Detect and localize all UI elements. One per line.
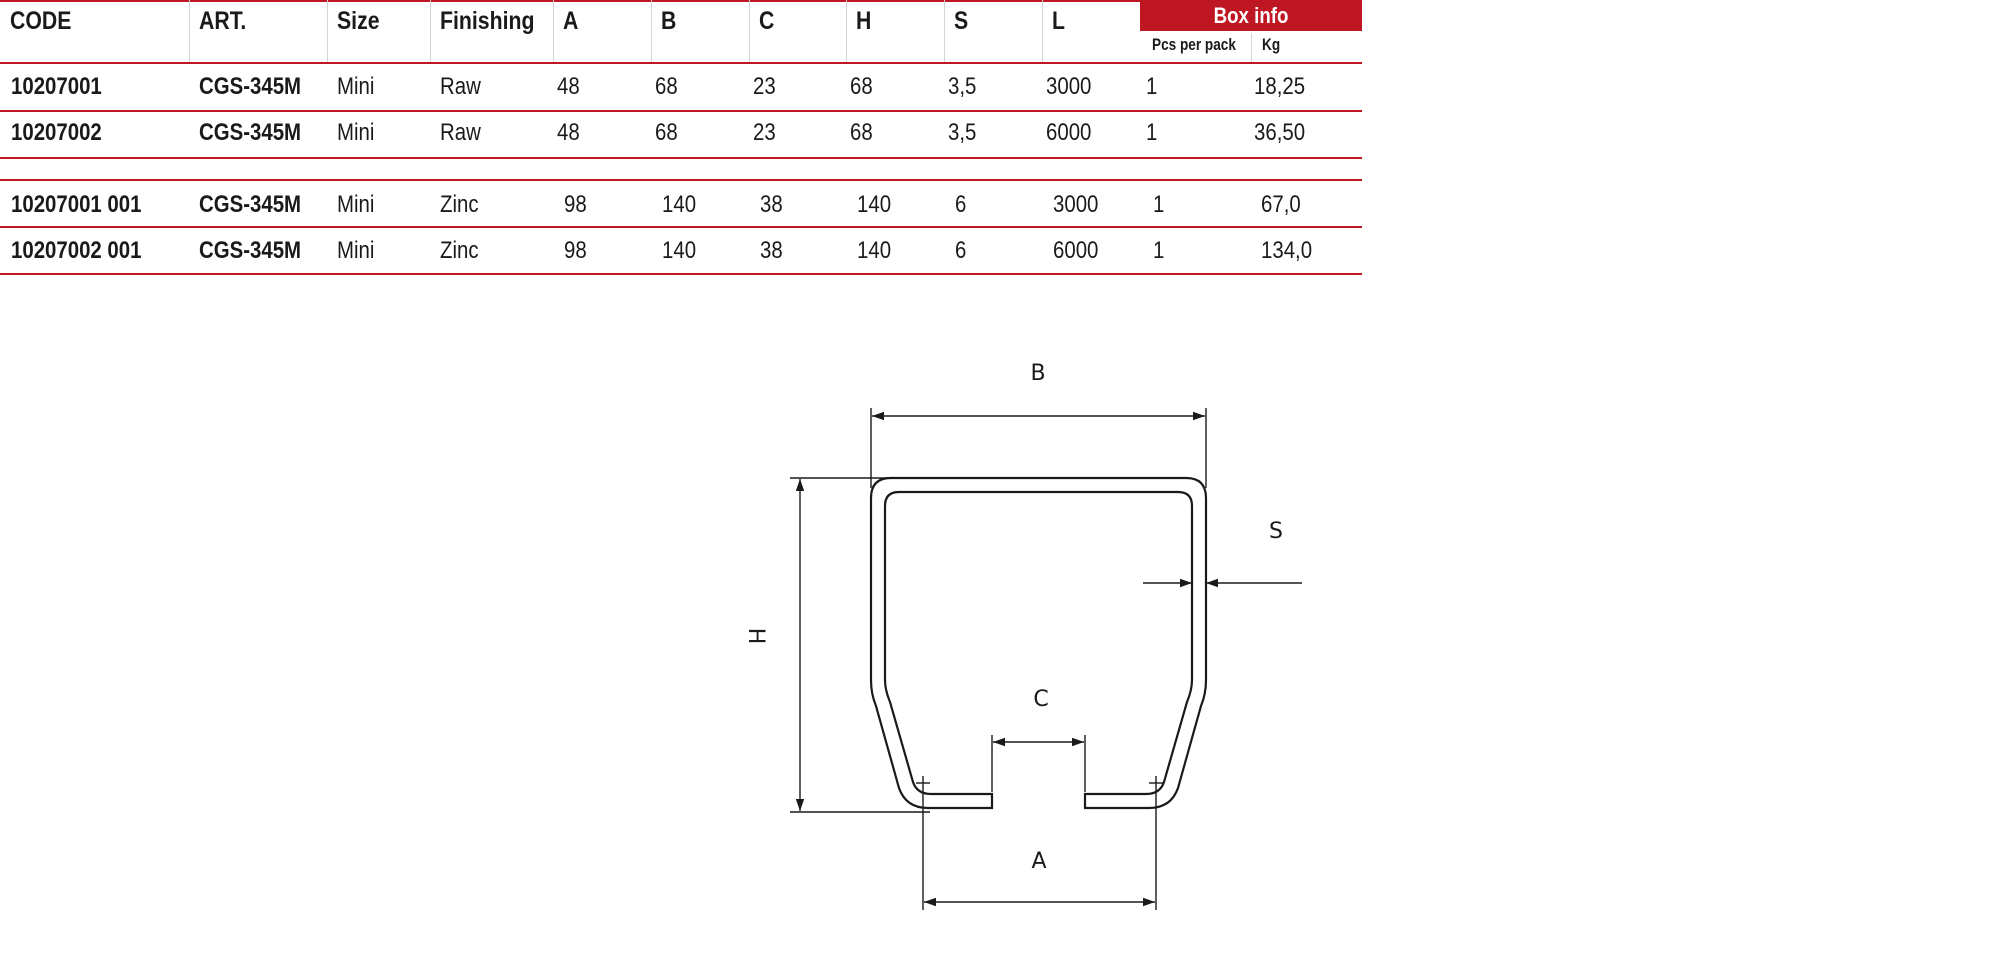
cell-size: Mini: [337, 73, 375, 100]
cell-pcs-per-pack: 1: [1153, 237, 1165, 264]
cell-s: 3,5: [948, 119, 977, 146]
cell-h: 140: [857, 191, 892, 218]
dimension-label-a: A: [1031, 849, 1047, 874]
dimension-h: [790, 478, 930, 812]
col-header-s-label: S: [954, 7, 969, 35]
cell-a: 48: [557, 73, 580, 100]
cell-finishing: Zinc: [440, 237, 479, 264]
cell-pcs-per-pack: 1: [1146, 119, 1158, 146]
cell-h: 140: [857, 237, 892, 264]
cell-h: 68: [850, 119, 873, 146]
col-header-pcs-per-pack: Pcs per pack: [1152, 35, 1236, 54]
cell-code: 10207001: [11, 73, 102, 100]
cell-code: 10207002 001: [11, 237, 142, 264]
cell-finishing: Zinc: [440, 191, 479, 218]
col-header-b-label: B: [661, 7, 677, 35]
col-header-kg: Kg: [1262, 35, 1281, 54]
cell-a: 98: [564, 237, 587, 264]
dimension-c: [992, 735, 1085, 792]
cell-s: 6: [955, 191, 967, 218]
cell-a: 48: [557, 119, 580, 146]
col-header-h-label: H: [856, 7, 872, 35]
cell-l: 3000: [1053, 191, 1099, 218]
cell-c: 38: [760, 191, 783, 218]
cell-l: 3000: [1046, 73, 1092, 100]
dimension-b: [871, 408, 1206, 488]
cell-kg: 67,0: [1261, 191, 1301, 218]
cell-art: CGS-345M: [199, 119, 302, 146]
dimension-label-s: S: [1269, 519, 1283, 544]
cell-l: 6000: [1053, 237, 1099, 264]
cell-size: Mini: [337, 119, 375, 146]
dimension-label-c: C: [1033, 687, 1049, 712]
cell-size: Mini: [337, 237, 375, 264]
dimension-a: [916, 776, 1163, 910]
cell-b: 140: [662, 191, 697, 218]
col-header-finishing-label: Finishing: [440, 7, 535, 35]
cell-art: CGS-345M: [199, 237, 302, 264]
box-info-title: Box info: [1213, 3, 1289, 28]
cell-finishing: Raw: [440, 119, 481, 146]
cell-finishing: Raw: [440, 73, 481, 100]
profile-body: [871, 478, 1206, 808]
cell-b: 68: [655, 73, 678, 100]
cell-b: 140: [662, 237, 697, 264]
cell-size: Mini: [337, 191, 375, 218]
cell-code: 10207001 001: [11, 191, 142, 218]
cell-l: 6000: [1046, 119, 1092, 146]
cell-s: 3,5: [948, 73, 977, 100]
cell-c: 38: [760, 237, 783, 264]
cell-kg: 134,0: [1261, 237, 1313, 264]
col-header-l-label: L: [1052, 7, 1065, 35]
col-header-a-label: A: [563, 7, 579, 35]
col-header-code-label: CODE: [10, 7, 72, 35]
col-header-size-label: Size: [337, 7, 380, 35]
cell-kg: 18,25: [1254, 73, 1306, 100]
col-header-art-label: ART.: [199, 7, 247, 35]
col-header-c-label: C: [759, 7, 775, 35]
dimension-label-h: H: [743, 627, 768, 645]
cell-pcs-per-pack: 1: [1146, 73, 1158, 100]
cell-c: 23: [753, 73, 776, 100]
cell-b: 68: [655, 119, 678, 146]
cell-kg: 36,50: [1254, 119, 1306, 146]
cell-code: 10207002: [11, 119, 102, 146]
cell-h: 68: [850, 73, 873, 100]
cell-s: 6: [955, 237, 967, 264]
cell-art: CGS-345M: [199, 73, 302, 100]
cell-c: 23: [753, 119, 776, 146]
cell-art: CGS-345M: [199, 191, 302, 218]
cell-pcs-per-pack: 1: [1153, 191, 1165, 218]
cell-a: 98: [564, 191, 587, 218]
profile-shape: [871, 478, 1206, 808]
dimension-label-b: B: [1030, 361, 1046, 386]
